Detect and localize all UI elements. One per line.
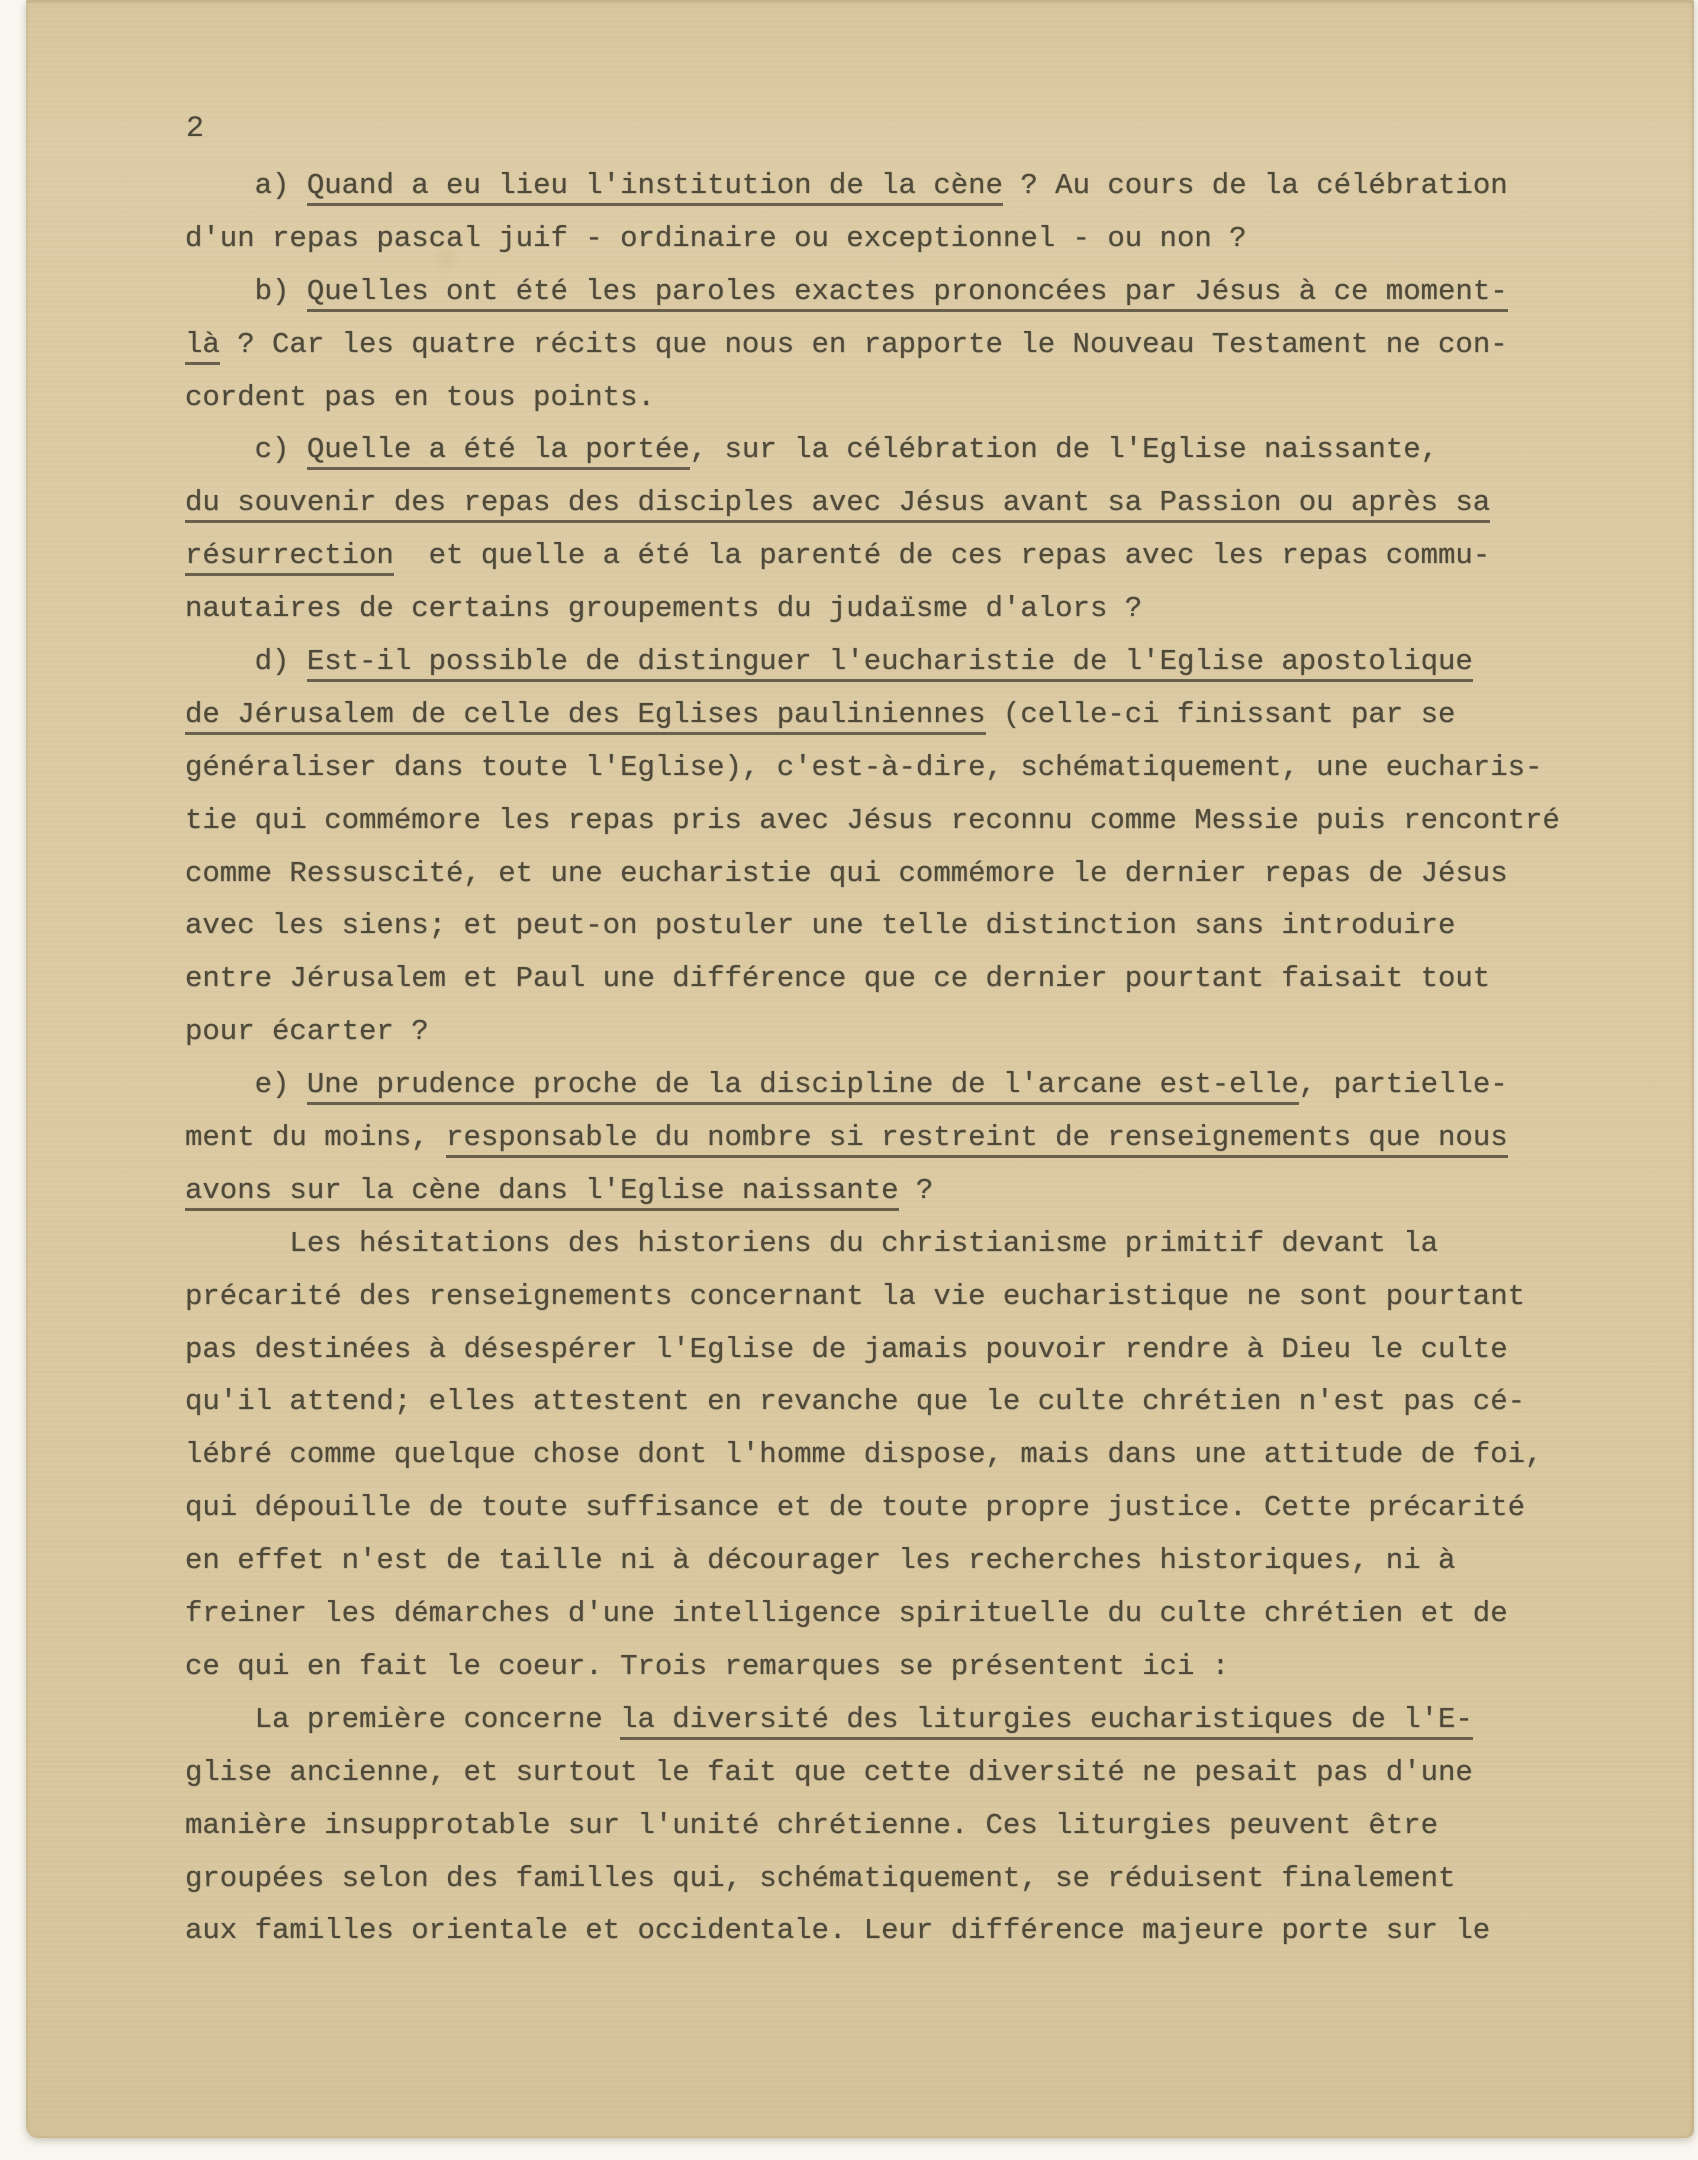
- text-line: [185, 1694, 1605, 1747]
- page-number: 2: [186, 112, 205, 146]
- text-segment: e): [185, 1068, 307, 1102]
- text-segment: comme Ressuscité, et une eucharistie qui commémore le dernier repas de Jésus: [185, 856, 1508, 890]
- text-line: [185, 742, 1605, 795]
- text-segment: (celle-ci finissant par se: [985, 697, 1456, 731]
- text-segment: La première concerne: [185, 1702, 621, 1736]
- text-segment: généraliser dans toute l'Eglise), c'est-à-dire, schématiquement, une eucharis-: [185, 750, 1543, 784]
- text-line: [185, 213, 1605, 266]
- text-segment: groupées selon des familles qui, schématiquement, se réduisent finalement: [185, 1861, 1456, 1895]
- text-line: [185, 795, 1605, 848]
- text-segment: ? Au cours de la célébration: [1002, 169, 1508, 202]
- text-segment: cordent pas en tous points.: [185, 380, 655, 414]
- text-line: [185, 1376, 1605, 1429]
- underlined-phrase: Quelles ont été les paroles exactes prononcées par Jésus à ce moment-: [307, 275, 1508, 312]
- text-line: [185, 583, 1605, 636]
- text-segment: précarité des renseignements concernant la vie eucharistique ne sont pourtant: [185, 1279, 1526, 1313]
- text-segment: b): [185, 274, 307, 308]
- text-line: [185, 424, 1605, 477]
- text-line: [185, 1535, 1605, 1588]
- text-line: [185, 319, 1605, 372]
- text-line: [185, 848, 1605, 901]
- text-line: [185, 372, 1605, 425]
- text-segment: tie qui commémore les repas pris avec Jésus reconnu comme Messie puis rencontré: [185, 803, 1560, 837]
- text-segment: ?: [898, 1173, 934, 1207]
- text-segment: et quelle a été la parenté de ces repas avec les repas commu-: [393, 539, 1491, 573]
- text-line: [185, 1800, 1605, 1853]
- text-line: [185, 266, 1605, 319]
- text-line: [185, 530, 1605, 583]
- text-line: [185, 689, 1605, 742]
- text-segment: lébré comme quelque chose dont l'homme dispose, mais dans une attitude de foi,: [185, 1438, 1543, 1472]
- text-line: [185, 1905, 1605, 1958]
- text-line: [185, 1324, 1605, 1377]
- underlined-phrase: Est-il possible de distinguer l'eucharistie de l'Eglise apostolique: [307, 645, 1473, 682]
- text-segment: glise ancienne, et surtout le fait que cette diversité ne pesait pas d'une: [185, 1755, 1473, 1789]
- text-line: [185, 1853, 1605, 1906]
- text-segment: Les hésitations des historiens du christianisme primitif devant la: [185, 1226, 1439, 1260]
- text-segment: ment du moins,: [185, 1121, 447, 1155]
- text-segment: entre Jérusalem et Paul une différence que ce dernier pourtant faisait tout: [185, 962, 1491, 996]
- text-segment: pas destinées à désespérer l'Eglise de jamais pouvoir rendre à Dieu le culte: [185, 1332, 1508, 1366]
- text-segment: , partielle-: [1298, 1068, 1508, 1102]
- text-line: [185, 1747, 1605, 1800]
- text-line: [185, 160, 1605, 213]
- text-segment: c): [185, 433, 307, 467]
- text-segment: d): [185, 645, 307, 679]
- text-line: [185, 953, 1605, 1006]
- text-line: [185, 1006, 1605, 1059]
- text-line: [185, 1429, 1605, 1482]
- text-segment: qu'il attend; elles attestent en revanche que le culte chrétien n'est pas cé-: [185, 1385, 1526, 1419]
- underlined-phrase: Une prudence proche de la discipline de l'arcane est-elle: [307, 1068, 1299, 1105]
- text-line: [185, 1641, 1605, 1694]
- text-line: [185, 1059, 1605, 1112]
- text-body: [185, 160, 1605, 1958]
- text-segment: a): [185, 169, 307, 202]
- text-line: [185, 636, 1605, 689]
- underlined-phrase: la diversité des liturgies eucharistiques de l'E-: [620, 1703, 1473, 1740]
- text-line: [185, 900, 1605, 953]
- text-line: [185, 1588, 1605, 1641]
- text-line: [185, 477, 1605, 530]
- text-segment: ? Car les quatre récits que nous en rapporte le Nouveau Testament ne con-: [219, 327, 1508, 361]
- underlined-phrase: résurrection: [185, 539, 394, 576]
- text-line: [185, 1112, 1605, 1165]
- text-segment: d'un repas pascal juif - ordinaire ou exceptionnel - ou non ?: [185, 221, 1247, 255]
- underlined-phrase: Quand a eu lieu l'institution de la cène: [307, 169, 1003, 206]
- text-segment: en effet n'est de taille ni à décourager les recherches historiques, ni à: [185, 1544, 1456, 1578]
- text-segment: nautaires de certains groupements du judaïsme d'alors ?: [185, 592, 1143, 626]
- document-page: [26, 0, 1694, 2138]
- text-segment: freiner les démarches d'une intelligence spirituelle du culte chrétien et de: [185, 1597, 1508, 1631]
- text-segment: , sur la célébration de l'Eglise naissante,: [689, 433, 1439, 467]
- underlined-phrase: de Jérusalem de celle des Eglises pauliniennes: [185, 698, 986, 735]
- text-segment: avec les siens; et peut-on postuler une telle distinction sans introduire: [185, 909, 1456, 943]
- text-line: [185, 1271, 1605, 1324]
- underlined-phrase: avons sur la cène dans l'Eglise naissante: [185, 1174, 899, 1211]
- text-segment: ce qui en fait le coeur. Trois remarques se présentent ici :: [185, 1649, 1230, 1683]
- text-segment: qui dépouille de toute suffisance et de toute propre justice. Cette précarité: [185, 1491, 1526, 1525]
- text-line: [185, 1482, 1605, 1535]
- underlined-phrase: Quelle a été la portée: [307, 433, 690, 470]
- text-segment: aux familles orientale et occidentale. Leur différence majeure porte sur le: [185, 1914, 1491, 1948]
- underlined-phrase: du souvenir des repas des disciples avec Jésus avant sa Passion ou après sa: [185, 486, 1490, 523]
- text-segment: pour écarter ?: [185, 1015, 429, 1049]
- text-segment: manière insupprotable sur l'unité chrétienne. Ces liturgies peuvent être: [185, 1808, 1439, 1842]
- text-line: [185, 1218, 1605, 1271]
- underlined-phrase: là: [185, 328, 220, 365]
- text-line: [185, 1165, 1605, 1218]
- underlined-phrase: responsable du nombre si restreint de renseignements que nous: [446, 1121, 1508, 1158]
